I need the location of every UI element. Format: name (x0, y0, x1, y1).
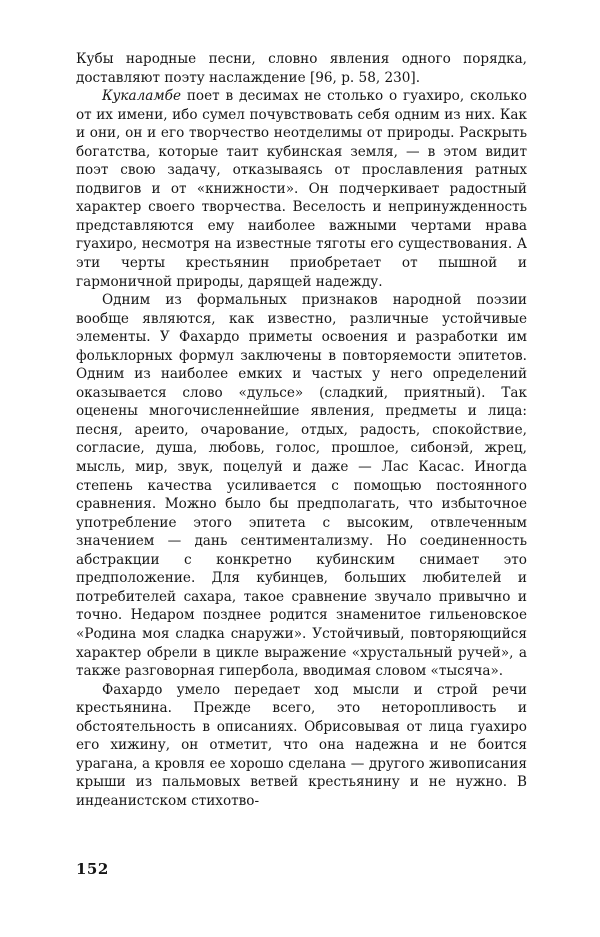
paragraph-1-text: Кубы народные песни, словно явления одного порядка, доставляют поэту наслаждение [96, р. 58, 230]. (76, 51, 527, 86)
author-name-kukalambe: Кукаламбе (102, 88, 182, 105)
page-number: 152 (76, 860, 109, 878)
paragraph-2 (76, 87, 527, 291)
paragraph-1 (76, 50, 527, 87)
paragraph-4-text: Фахардо умело передает ход мысли и строй речи крестьянина. Прежде всего, это неторопливость и обстоятельность в описаниях. Обрисовывая от лица гуахиро его хижину, он отметит, что она надежна и не боится урагана, а кровля ее хорошо сделана — другого живописания крыши из пальмовых ветвей крестьянину и не нужно. В индеанистском стихотво- (76, 681, 527, 809)
paragraph-3 (76, 291, 527, 680)
paragraph-3-text: Одним из формальных признаков народной поэзии вообще являются, как известно, различные устойчивые элементы. У Фахардо приметы освоения и разработки им фольклорных формул заключены в повторяемости эпитетов. Одним из наиболее емких и частых у него определений оказывается слово «дульсе» (сладкий, приятный). Так оценены многочисленнейшие явления, предметы и лица: песня, ареито, очарование, отдых, радость, спокойствие, согласие, душа, любовь, голос, прошлое, сибонэй, жрец, мысль, мир, звук, поцелуй и даже — Лас Касас. Иногда степень качества усиливается с помощью постоянного сравнения. Можно было бы предполагать, что избыточное употребление этого эпитета с высоким, отвлеченным значением — дань сентиментализму. Но соединенность абстракции с конкретно кубинским снимает это предположение. Для кубинцев, больших любителей и потребителей сахара, такое сравнение звучало привычно и точно. Недаром позднее родится знаменитое гильеновское «Родина моя сладка снаружи». Устойчивый, повторяющийся характер обрели в цикле выражение «хрустальный ручей», а также разговорная гипербола, вводимая словом «тысяча». (76, 292, 527, 680)
paragraph-2-text: поет в десимах не столько о гуахиро, сколько от их имени, ибо сумел почувствовать себя одним из них. Как и они, он и его творчество неотделимы от природы. Раскрыть богатства, которые таит кубинская земля, — в этом видит поэт свою задачу, отказываясь от прославления ратных подвигов и от «книжности». Он подчеркивает радостный характер своего творчества. Веселость и непринужденность представляются ему наиболее важными чертами нрава гуахиро, несмотря на известные тяготы его существования. А эти черты крестьянин приобретает от пышной и гармоничной природы, дарящей надежду. (76, 88, 527, 290)
page-body (76, 50, 527, 810)
paragraph-4 (76, 681, 527, 811)
